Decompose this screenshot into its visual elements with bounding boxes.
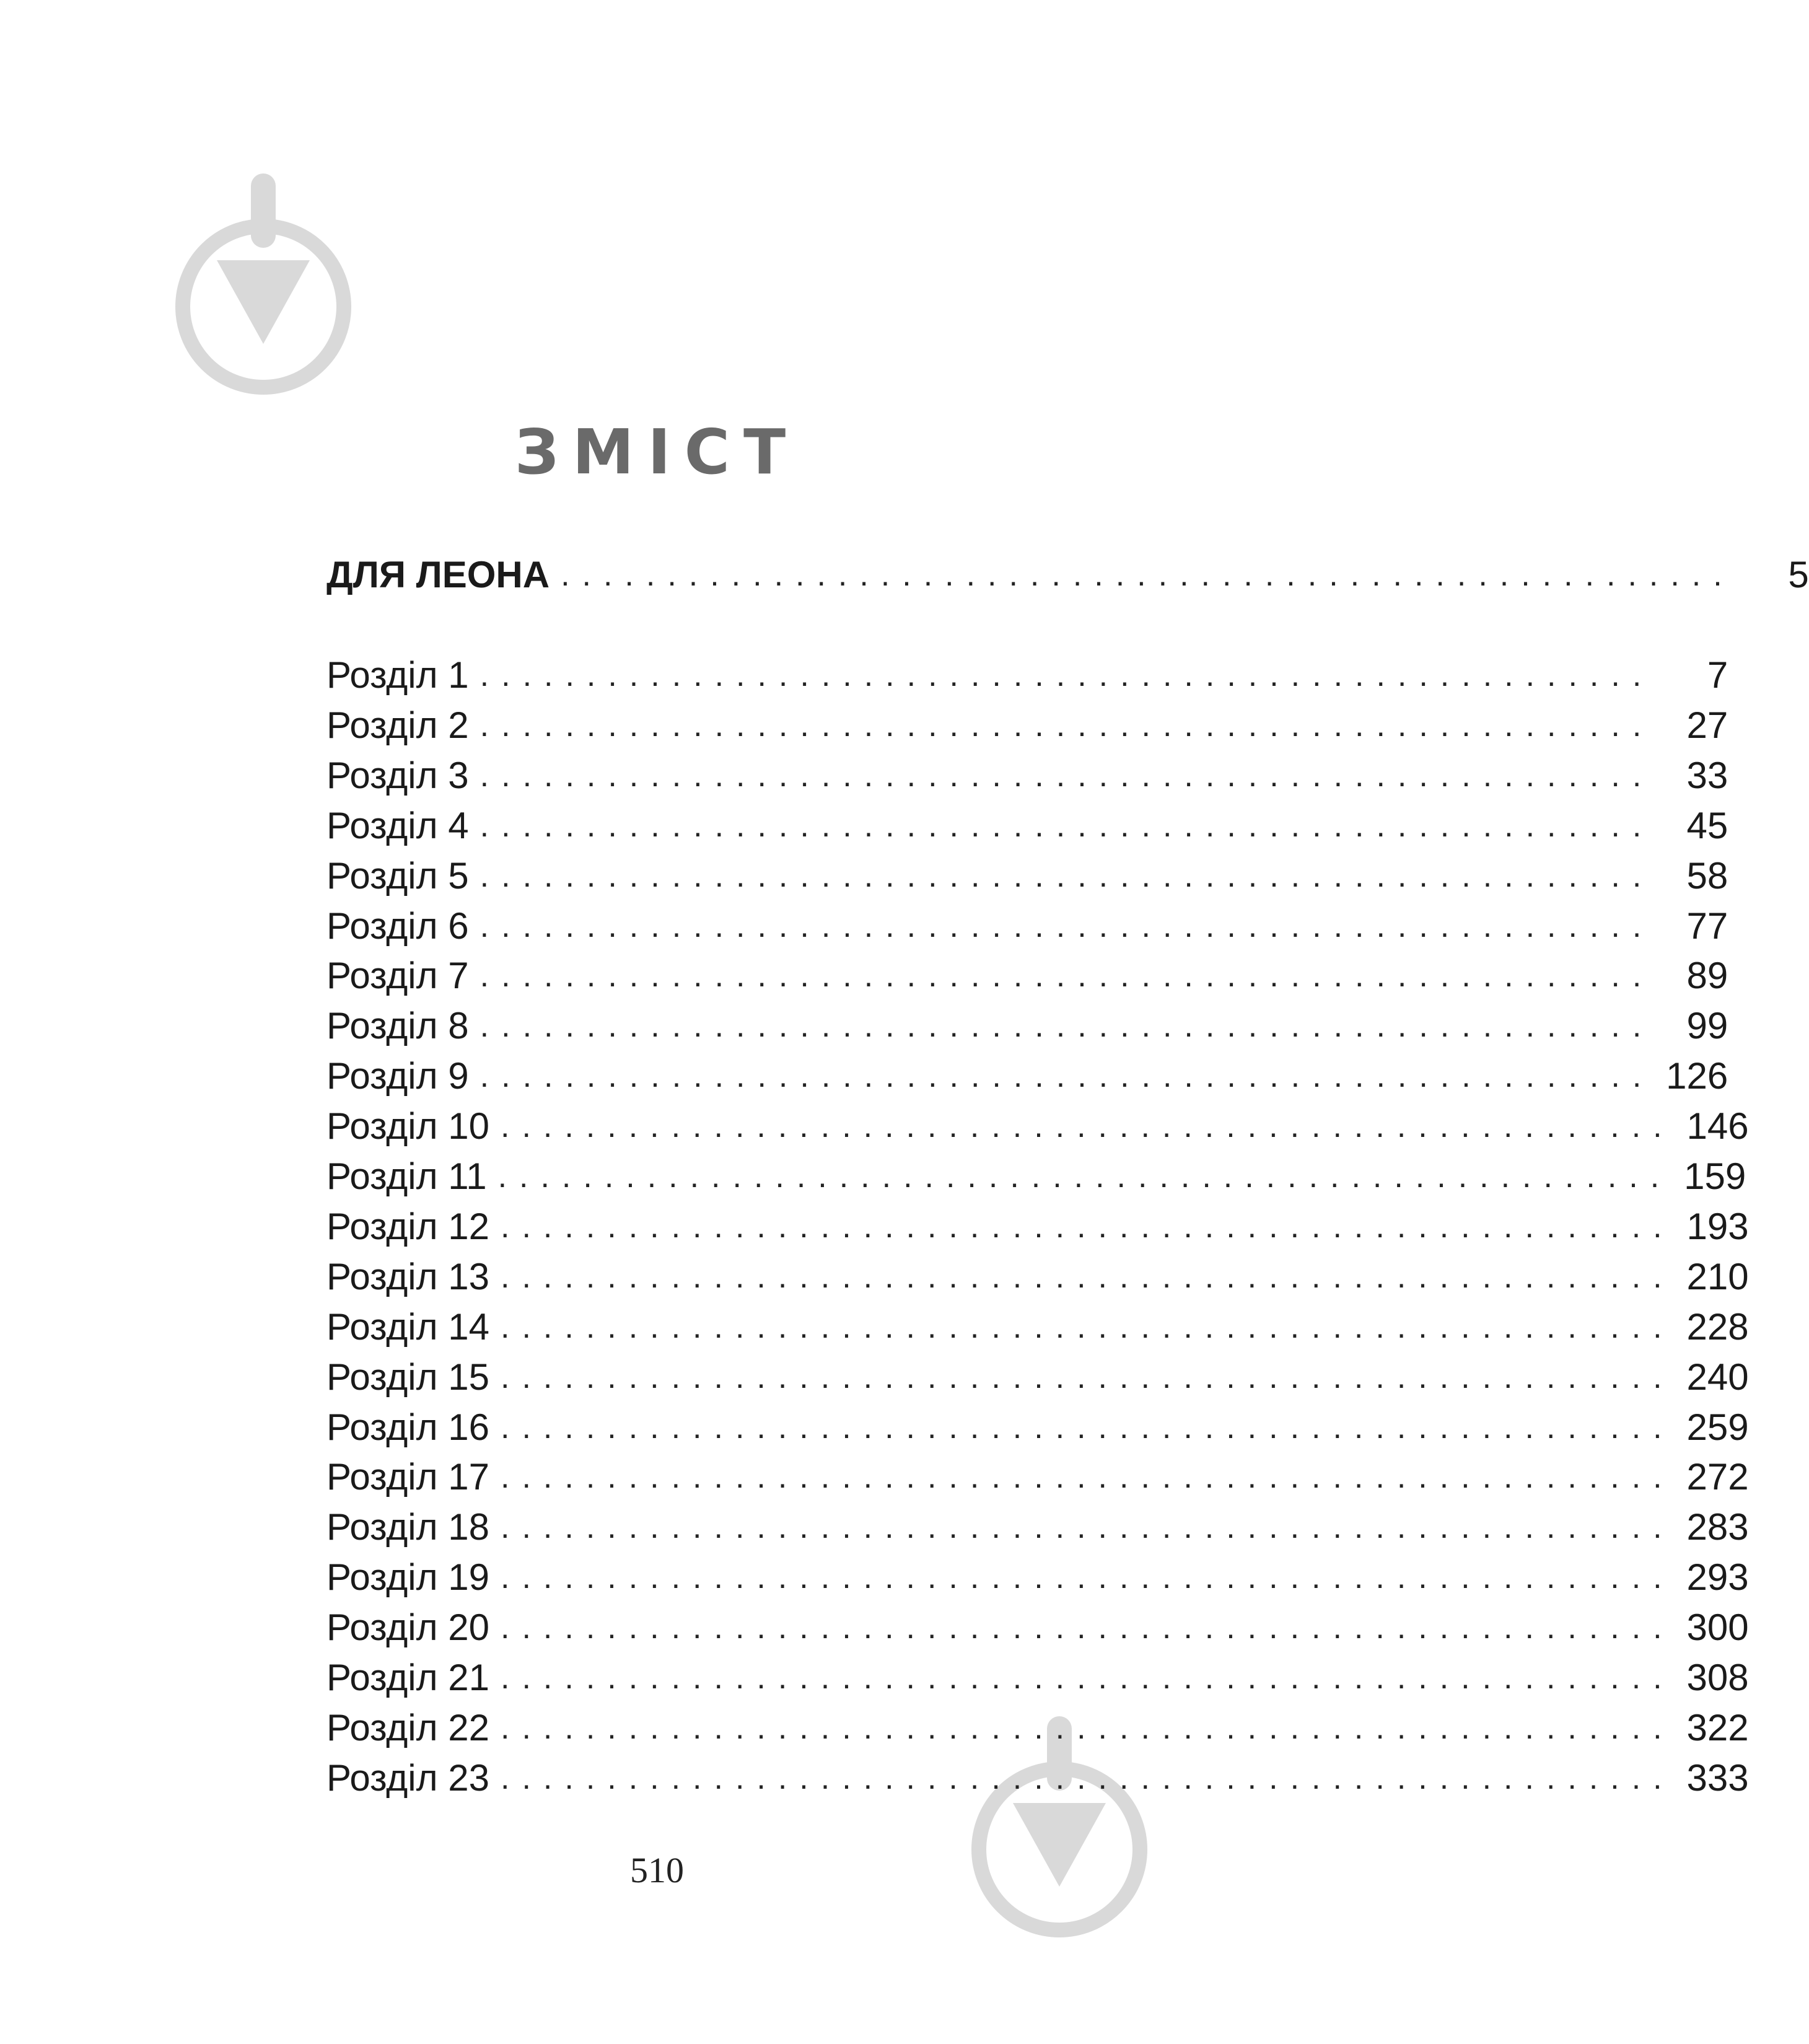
toc-entry-preface[interactable] xyxy=(326,551,1809,599)
toc-entry-page: 283 xyxy=(1686,1506,1749,1548)
toc-entry-chapter[interactable] xyxy=(326,802,1728,849)
toc-entry-chapter[interactable] xyxy=(326,1404,1749,1451)
toc-entry-page: 45 xyxy=(1686,804,1728,846)
watermark-logo-icon xyxy=(970,1716,1149,1952)
toc-entry-page: 322 xyxy=(1686,1706,1749,1748)
toc-dot-leader: ....................................................... xyxy=(497,1159,1672,1195)
toc-entry-chapter[interactable] xyxy=(326,1203,1749,1250)
toc-entry-page: 293 xyxy=(1686,1556,1749,1599)
toc-entry-label: Розділ 15 xyxy=(326,1356,490,1398)
toc-entry-chapter[interactable] xyxy=(326,702,1728,749)
toc-dot-leader: ....................................................... xyxy=(480,1058,1654,1095)
toc-entry-label: Розділ 2 xyxy=(326,704,469,746)
toc-entry-label: Розділ 23 xyxy=(326,1757,490,1799)
toc-entry-chapter[interactable] xyxy=(326,1002,1728,1050)
toc-dot-leader: ....................................................... xyxy=(480,657,1654,693)
toc-dot-leader: ....................................................... xyxy=(501,1709,1675,1746)
toc-entry-label: Розділ 19 xyxy=(326,1556,490,1599)
toc-entry-chapter[interactable] xyxy=(326,1253,1749,1301)
toc-entry-chapter[interactable] xyxy=(326,1504,1749,1551)
toc-dot-leader: ....................................................... xyxy=(501,1660,1675,1696)
toc-entry-label: Розділ 18 xyxy=(326,1506,490,1548)
toc-entry-page: 33 xyxy=(1686,754,1728,796)
toc-dot-leader: ....................................................... xyxy=(501,1610,1675,1646)
page-title: ЗМІСТ xyxy=(514,416,800,488)
toc-entry-page: 308 xyxy=(1686,1657,1749,1698)
toc-entry-page: 146 xyxy=(1686,1105,1749,1147)
toc-dot-leader: ....................................................... xyxy=(480,757,1654,794)
toc-entry-label: Розділ 3 xyxy=(326,754,469,796)
toc-entry-page: 126 xyxy=(1666,1055,1728,1097)
toc-entry-page: 210 xyxy=(1686,1255,1749,1297)
toc-entry-chapter[interactable] xyxy=(326,1354,1749,1401)
toc-entry-chapter[interactable] xyxy=(326,1153,1746,1200)
toc-dot-leader: ....................................................... xyxy=(501,1459,1675,1496)
toc-entry-chapter[interactable] xyxy=(326,1604,1749,1651)
toc-entry-page: 272 xyxy=(1686,1456,1749,1498)
toc-entry-chapter[interactable] xyxy=(326,1304,1749,1351)
toc-entry-page: 77 xyxy=(1686,905,1728,947)
toc-entry-page: 193 xyxy=(1686,1205,1749,1247)
toc-entry-label: Розділ 8 xyxy=(326,1005,469,1047)
toc-dot-leader: ....................................................... xyxy=(480,858,1654,894)
toc-entry-chapter[interactable] xyxy=(326,1103,1749,1150)
toc-entry-chapter[interactable] xyxy=(326,1755,1749,1802)
toc-entry-page: 58 xyxy=(1686,854,1728,897)
toc-entry-label: Розділ 6 xyxy=(326,905,469,947)
toc-dot-leader: ....................................................... xyxy=(501,1208,1675,1245)
toc-dot-leader: ....................................................... xyxy=(561,557,1735,593)
toc-entry-label: Розділ 12 xyxy=(326,1205,490,1247)
watermark-logo-shape xyxy=(173,173,353,409)
toc-entry-chapter[interactable] xyxy=(326,652,1728,699)
toc-dot-leader: ....................................................... xyxy=(501,1409,1675,1445)
toc-entry-chapter[interactable] xyxy=(326,1704,1749,1752)
toc-dot-leader: ....................................................... xyxy=(501,1309,1675,1345)
toc-entry-label: Розділ 4 xyxy=(326,804,469,846)
toc-entry-page: 300 xyxy=(1686,1607,1749,1649)
toc-entry-label: Розділ 9 xyxy=(326,1055,469,1097)
toc-entry-chapter[interactable] xyxy=(326,853,1728,900)
toc-dot-leader: ....................................................... xyxy=(501,1559,1675,1596)
toc-entry-page: 27 xyxy=(1686,704,1728,746)
toc-entry-label: Розділ 22 xyxy=(326,1706,490,1748)
toc-entry-label: Розділ 16 xyxy=(326,1406,490,1448)
toc-entry-label: Розділ 20 xyxy=(326,1607,490,1649)
toc-entry-page: 89 xyxy=(1686,955,1728,997)
toc-entry-page: 159 xyxy=(1684,1156,1746,1197)
toc-dot-leader: ....................................................... xyxy=(501,1509,1675,1546)
toc-entry-chapter[interactable] xyxy=(326,1654,1749,1701)
toc-dot-leader: ....................................................... xyxy=(501,1359,1675,1395)
toc-entry-page: 240 xyxy=(1686,1356,1749,1398)
toc-entry-label: Розділ 13 xyxy=(326,1255,490,1297)
toc-entry-page: 228 xyxy=(1686,1305,1749,1348)
toc-entry-label: ДЛЯ ЛЕОНА xyxy=(326,554,550,595)
toc-dot-leader: ....................................................... xyxy=(480,1008,1654,1045)
toc-entry-page: 99 xyxy=(1686,1005,1728,1047)
toc-entry-page: 5 xyxy=(1788,554,1809,595)
toc-entry-chapter[interactable] xyxy=(326,1554,1749,1601)
watermark-logo-shape xyxy=(970,1716,1149,1952)
toc-entry-label: Розділ 21 xyxy=(326,1657,490,1698)
toc-entry-chapter[interactable] xyxy=(326,952,1728,999)
toc-entry-chapter[interactable] xyxy=(326,1454,1749,1501)
toc-entry-label: Розділ 1 xyxy=(326,654,469,696)
toc-entry-label: Розділ 17 xyxy=(326,1456,490,1498)
toc-entry-chapter[interactable] xyxy=(326,752,1728,799)
toc-entry-label: Розділ 10 xyxy=(326,1105,490,1147)
toc-entry-chapter[interactable] xyxy=(326,903,1728,950)
toc-dot-leader: ....................................................... xyxy=(480,908,1654,944)
toc-entry-chapter[interactable] xyxy=(326,1053,1728,1100)
toc-entry-label: Розділ 14 xyxy=(326,1305,490,1348)
toc-entry-label: Розділ 11 xyxy=(326,1156,487,1197)
toc-dot-leader: ....................................................... xyxy=(501,1760,1675,1796)
toc-dot-leader: ....................................................... xyxy=(480,707,1654,743)
toc-entry-page: 333 xyxy=(1686,1757,1749,1799)
toc-dot-leader: ....................................................... xyxy=(480,958,1654,994)
toc-dot-leader: ....................................................... xyxy=(501,1258,1675,1295)
toc-entry-page: 7 xyxy=(1707,654,1728,696)
watermark-logo-icon xyxy=(173,173,353,409)
toc-dot-leader: ....................................................... xyxy=(501,1108,1675,1145)
toc-dot-leader: ....................................................... xyxy=(480,807,1654,844)
toc-entry-label: Розділ 5 xyxy=(326,854,469,897)
toc-entry-label: Розділ 7 xyxy=(326,955,469,997)
page-number: 510 xyxy=(630,1850,684,1890)
toc-entry-page: 259 xyxy=(1686,1406,1749,1448)
